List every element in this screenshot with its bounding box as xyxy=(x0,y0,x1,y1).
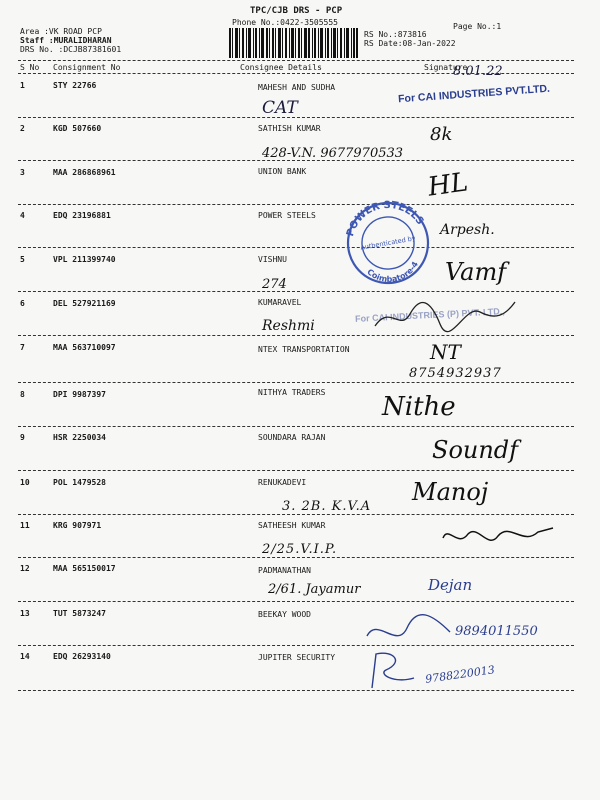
row-handwritten-note: Reshmi xyxy=(262,318,315,334)
row-consignment: TUT 5873247 xyxy=(53,609,106,618)
seal-center-text: Authenticated by xyxy=(359,234,417,252)
row-signature: 8k xyxy=(430,124,453,145)
row-signature: 8.01.22 xyxy=(453,64,503,79)
row-divider xyxy=(18,291,574,292)
row-signature-scribble xyxy=(364,648,424,692)
row-sno: 14 xyxy=(20,652,30,661)
row-handwritten-note: 2/25.V.I.P. xyxy=(262,542,338,557)
row-sno: 7 xyxy=(20,343,25,352)
row-handwritten-note: 428-V.N. 9677970533 xyxy=(262,146,404,161)
page-number: Page No.:1 xyxy=(453,22,502,31)
svg-text:Coimbatore-4 xyxy=(364,258,423,286)
row-divider xyxy=(18,470,574,471)
row-signature: NT xyxy=(430,340,461,364)
row-consignment: EDQ 23196881 xyxy=(53,211,111,220)
row-sno: 11 xyxy=(20,521,30,530)
col-sno-header: S No xyxy=(20,63,40,72)
phone-number: Phone No.:0422-3505555 xyxy=(232,18,338,27)
row-divider xyxy=(18,247,574,248)
row-signature: Manoj xyxy=(412,478,489,506)
row-sno: 2 xyxy=(20,124,25,133)
row-divider xyxy=(18,514,574,515)
row-consignee: KUMARAVEL xyxy=(258,298,302,307)
row-sno: 1 xyxy=(20,81,25,90)
row-consignee: VISHNU xyxy=(258,255,287,264)
row-sno: 13 xyxy=(20,609,30,618)
row-handwritten-note: 2/61. Jayamur xyxy=(268,582,361,597)
row-divider xyxy=(18,204,574,205)
row-consignment: DEL 527921169 xyxy=(53,299,116,308)
row-sno: 10 xyxy=(20,478,30,487)
row-signature: Nithe xyxy=(382,392,456,422)
cai-industries-faded-stamp: For CAI INDUSTRIES (P) PVT. LTD., xyxy=(354,306,506,324)
row-divider xyxy=(18,117,574,118)
row-handwritten-note: CAT xyxy=(262,98,298,118)
row-sno: 5 xyxy=(20,255,25,264)
row-consignment: MAA 565150017 xyxy=(53,564,116,573)
row-consignee: NTEX TRANSPORTATION xyxy=(258,345,350,354)
rs-date: RS Date:08-Jan-2022 xyxy=(364,39,456,48)
row-divider xyxy=(18,426,574,427)
row-consignment: DPI 9987397 xyxy=(53,390,106,399)
row-signature-scribble xyxy=(370,294,520,334)
power-steels-seal xyxy=(342,200,434,286)
drs-number: DRS No. :DCJB87381601 xyxy=(20,45,122,54)
row-signature-scribble xyxy=(438,520,558,556)
row-signature: 9894011550 xyxy=(455,624,538,639)
row-consignee: UNION BANK xyxy=(258,167,307,176)
document-title: TPC/CJB DRS - PCP xyxy=(250,6,343,16)
seal-bottom-text: Coimbatore-4 xyxy=(365,260,421,285)
row-consignee: JUPITER SECURITY xyxy=(258,653,336,662)
row-consignment: POL 1479528 xyxy=(53,478,106,487)
row-handwritten-note: 3. 2B. K.V.A xyxy=(282,499,372,514)
row-consignment: HSR 2250034 xyxy=(53,433,106,442)
row-handwritten-note: 8754932937 xyxy=(409,366,502,381)
row-consignee: MAHESH AND SUDHA xyxy=(258,83,336,92)
row-signature: Vamf xyxy=(445,258,507,286)
row-consignee: SATHISH KUMAR xyxy=(258,124,321,133)
cai-industries-stamp: For CAI INDUSTRIES PVT.LTD. xyxy=(397,82,551,106)
row-divider xyxy=(18,557,574,558)
row-sno: 6 xyxy=(20,299,25,308)
row-divider xyxy=(18,645,574,646)
row-sno: 12 xyxy=(20,564,30,573)
staff-label: Staff :MURALIDHARAN xyxy=(20,36,112,45)
row-consignment: STY 22766 xyxy=(53,81,97,90)
row-divider xyxy=(18,335,574,336)
row-signature-scribble xyxy=(362,610,457,646)
row-consignment: EDQ 26293140 xyxy=(53,652,111,661)
rs-number: RS No.:873816 xyxy=(364,30,427,39)
row-divider xyxy=(18,601,574,602)
barcode xyxy=(229,28,359,58)
row-consignee: SATHEESH KUMAR xyxy=(258,521,326,530)
col-consignee-header: Consignee Details xyxy=(240,63,322,72)
row-divider xyxy=(18,690,574,691)
row-consignee: PADMANATHAN xyxy=(258,566,311,575)
row-signature: Soundf xyxy=(432,436,519,464)
row-consignment: MAA 286868961 xyxy=(53,168,116,177)
row-consignee: RENUKADEVI xyxy=(258,478,307,487)
row-sno: 8 xyxy=(20,390,25,399)
row-sno: 3 xyxy=(20,168,25,177)
row-signature: HL xyxy=(426,167,470,203)
row-consignment: KGD 507660 xyxy=(53,124,102,133)
row-handwritten-note: 274 xyxy=(262,277,287,292)
area-label: Area :VK ROAD PCP xyxy=(20,27,102,36)
row-consignee: SOUNDARA RAJAN xyxy=(258,433,326,442)
row-handwritten-note: 9788220013 xyxy=(424,663,496,686)
row-sno: 4 xyxy=(20,211,25,220)
row-signature: Dejan xyxy=(428,576,473,594)
row-consignee: POWER STEELS xyxy=(258,211,316,220)
col-consignment-header: Consignment No xyxy=(53,63,121,72)
row-consignment: MAA 563710097 xyxy=(53,343,116,352)
header-divider-top xyxy=(18,60,574,61)
row-signature: Arpesh. xyxy=(440,222,495,238)
seal-top-text: POWER STEELS xyxy=(345,200,426,238)
col-signature-header: Signature xyxy=(424,63,468,72)
row-consignment: KRG 907971 xyxy=(53,521,102,530)
row-divider xyxy=(18,160,574,161)
row-sno: 9 xyxy=(20,433,25,442)
row-consignee: BEEKAY WOOD xyxy=(258,610,311,619)
row-consignee: NITHYA TRADERS xyxy=(258,388,326,397)
row-divider xyxy=(18,382,574,383)
row-consignment: VPL 211399740 xyxy=(53,255,116,264)
